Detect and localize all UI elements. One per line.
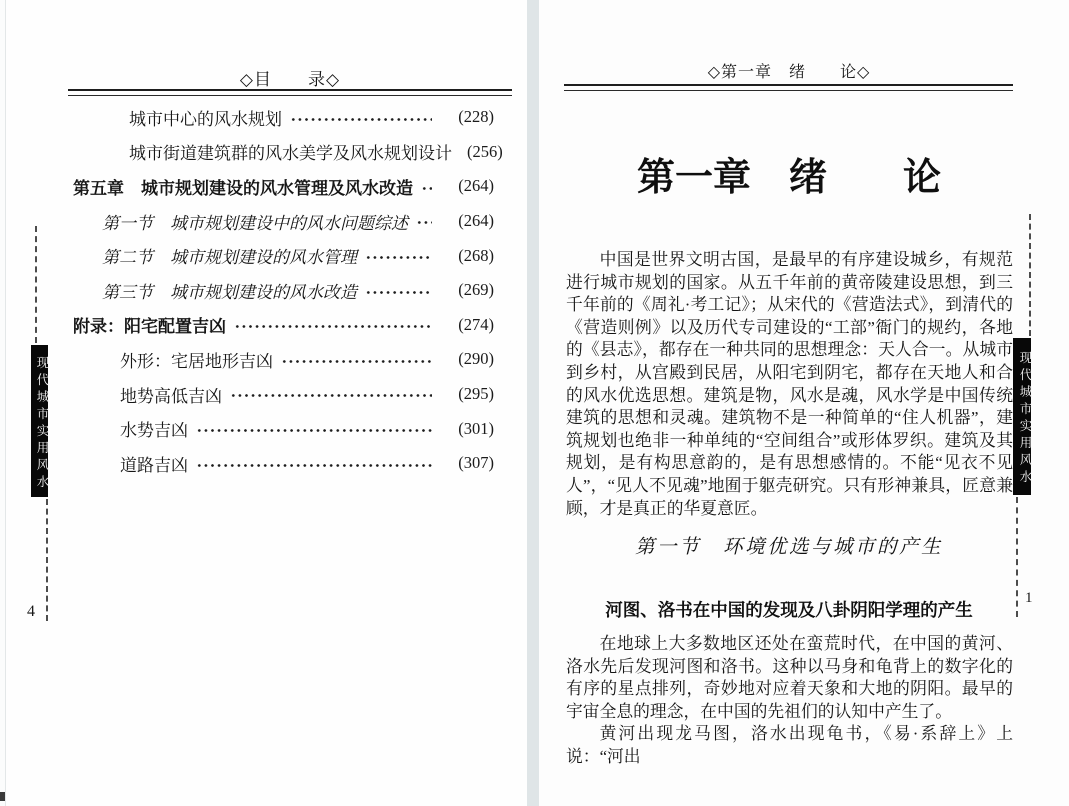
toc-entry-label: 地势高低吉凶	[120, 386, 222, 406]
toc-entry-page: (264)	[458, 211, 494, 231]
toc-entry-label: 道路吉凶	[120, 455, 188, 475]
dot-leader	[195, 458, 432, 472]
toc-running-header: ◇目 录◇	[239, 70, 341, 89]
toc-entry	[73, 135, 503, 170]
toc-entry	[73, 446, 494, 481]
toc-entry-page: (264)	[458, 176, 494, 196]
paragraph-text: 在地球上大多数地区还处在蛮荒时代，在中国的黄河、洛水先后发现河图和洛书。这种以马身和龟背上的数字化的有序的星点排列，奇妙地对应着天象和大地的阴阳。最早的宇宙全息的理念，在中国的先祖们的认知中产生了。	[566, 634, 1013, 721]
spine-title-bar: 现代城市实用风水	[31, 345, 48, 497]
spine-title-bar: 现代城市实用风水	[1013, 338, 1031, 495]
dot-leader	[364, 251, 432, 265]
toc-header-rule	[68, 89, 512, 96]
toc-entry-label: 附录：阳宅配置吉凶	[73, 317, 226, 337]
toc-entry	[73, 342, 494, 377]
sub-heading: 河图、洛书在中国的发现及八卦阴阳学理的产生	[605, 600, 973, 620]
dot-leader	[364, 285, 432, 299]
toc-entry	[73, 204, 494, 239]
toc-entry-page: (274)	[458, 314, 494, 334]
fold-dash-line	[35, 226, 37, 343]
page-gutter	[527, 0, 539, 806]
toc-entry	[73, 273, 494, 308]
dot-leader	[289, 112, 432, 126]
dot-leader	[233, 320, 432, 334]
fold-dash-line	[1016, 497, 1018, 617]
toc-list	[73, 100, 503, 481]
toc-entry-page: (268)	[458, 245, 494, 265]
section-heading: 第一节 环境优选与城市的产生	[634, 537, 943, 558]
toc-entry-page: (301)	[458, 418, 494, 438]
toc-entry-label: 第五章 城市规划建设的风水管理及风水改造	[73, 178, 413, 198]
fold-dash-line	[1029, 214, 1031, 336]
dot-leader	[229, 389, 432, 403]
chapter-paragraph	[566, 249, 1013, 520]
toc-entry-label: 城市街道建筑群的风水美学及风水规划设计	[129, 144, 452, 164]
toc-entry-label: 城市中心的风水规划	[129, 109, 282, 129]
toc-entry-page: (269)	[458, 280, 494, 300]
paragraph-text: 黄河出现龙马图，洛水出现龟书，《易·系辞上》上说：“河出	[566, 724, 1013, 766]
toc-entry	[73, 100, 494, 135]
dot-leader	[195, 424, 432, 438]
toc-entry	[73, 411, 494, 446]
page-number-right: 1	[1025, 590, 1033, 606]
dot-leader	[420, 181, 432, 195]
fold-dash-line	[46, 499, 48, 621]
toc-entry-label: 第一节 城市规划建设中的风水问题综述	[102, 213, 408, 233]
toc-entry-page: (290)	[458, 349, 494, 369]
toc-entry-page: (256)	[467, 141, 503, 161]
chapter-paragraphs	[566, 633, 1013, 769]
chapter-title: 第一章 绪 论	[636, 157, 941, 199]
toc-entry-chapter	[73, 169, 494, 204]
toc-entry-appendix	[73, 308, 494, 343]
toc-entry-label: 外形：宅居地形吉凶	[120, 351, 273, 371]
paragraph-text: 中国是世界文明古国，是最早的有序建设城乡，有规范进行城市规划的国家。从五千年前的黄帝陵建设思想，到三千年前的《周礼·考工记》；从宋代的《营造法式》，到清代的《营造则例》以及历代专司建设的“工部”衙门的规约，各地的《县志》，都存在一种共同的思想理念：天人合一。从城市到乡村，从宫殿到民居，从阳宅到阴宅，都存在天地人和合的风水优选思想。建筑是物，风水是魂，风水学是中国传统建筑的思想和灵魂。建筑物不是一种简单的“住人机器”，建筑规划也绝非一种单纯的“空间组合”或形体罗织。建筑及其规划，是有构思意韵的，是有思想感情的。不能“见衣不见人”，“见人不见魂”地囿于躯壳研究。只有形神兼具，匠意兼顾，才是真正的华夏意匠。	[566, 250, 1013, 518]
toc-entry-label: 第二节 城市规划建设的风水管理	[102, 248, 357, 268]
toc-entry	[73, 377, 494, 412]
chapter-running-header: ◇第一章 绪 论◇	[707, 64, 871, 81]
dot-leader	[280, 354, 432, 368]
toc-entry-page: (295)	[458, 384, 494, 404]
toc-entry-page: (307)	[458, 453, 494, 473]
dot-leader	[415, 216, 432, 230]
toc-entry-label: 第三节 城市规划建设的风水改造	[102, 282, 357, 302]
toc-entry-page: (228)	[458, 107, 494, 127]
scan-artifact	[0, 792, 5, 801]
toc-entry	[73, 238, 494, 273]
chapter-header-rule	[564, 84, 1013, 91]
page-number-left: 4	[27, 603, 35, 620]
toc-entry-label: 水势吉凶	[120, 421, 188, 441]
